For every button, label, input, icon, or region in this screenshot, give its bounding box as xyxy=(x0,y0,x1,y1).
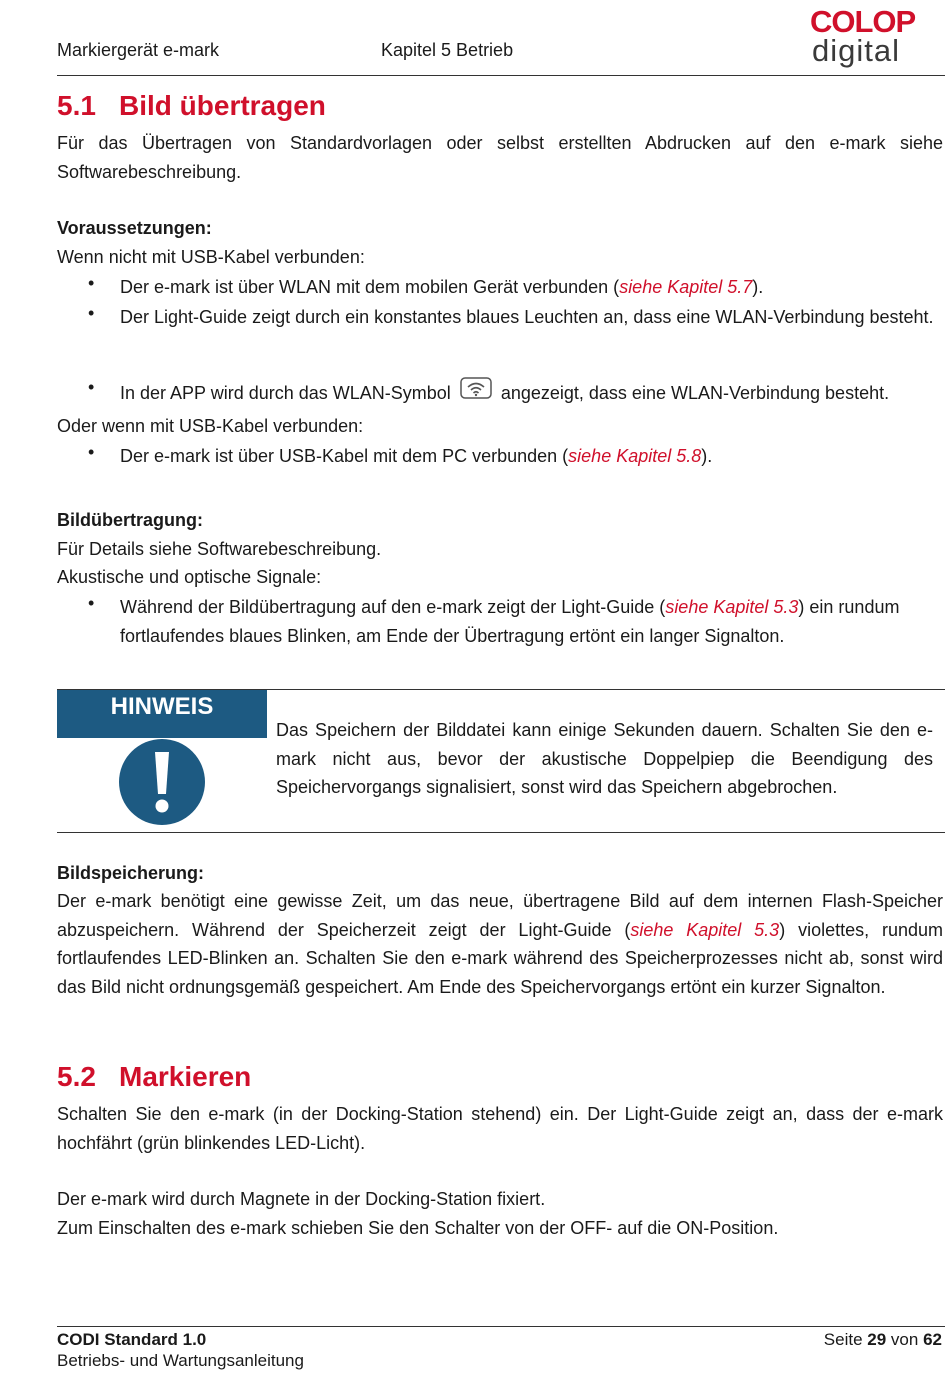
current-page: 29 xyxy=(867,1330,887,1349)
bullet-text: Der e-mark ist über USB-Kabel mit dem PC verbunden ( xyxy=(120,446,569,466)
section-number: 5.1 xyxy=(57,90,96,121)
footer-divider xyxy=(57,1326,945,1327)
save-text: ) violettes, rundum fortlaufendes LED-Blinken an. Schalten Sie den e-mark während des Speicherprozesses nicht ab, sonst wird das Bild nicht ordnungsgemäß gespeichert. Am Ende des Speichervorgangs ertönt ein kurzer Signalton. xyxy=(57,919,943,997)
bullet-text: Während der Bildübertragung auf den e-mark zeigt der Light-Guide ( xyxy=(120,597,666,617)
bullet-transfer-signal xyxy=(120,593,943,650)
digital-logo: digital xyxy=(812,33,900,68)
page-number xyxy=(824,1330,942,1350)
total-pages: 62 xyxy=(923,1330,942,1349)
bullet-wlan-connected xyxy=(120,273,943,302)
prereq-heading: Voraussetzungen: xyxy=(57,218,212,238)
bullet-dot: • xyxy=(88,593,95,613)
bullet-dot: • xyxy=(88,273,95,293)
wifi-icon xyxy=(460,377,492,410)
bullet-dot: • xyxy=(88,377,95,397)
bullet-text: ) ein rundum fortlaufendes blaues Blinken, am Ende der Übertragung ertönt ein langer Signalton. xyxy=(120,597,900,646)
transfer-heading: Bildübertragung: xyxy=(57,510,203,530)
save-paragraph xyxy=(57,887,943,1001)
chapter-link-5-7[interactable]: siehe Kapitel 5.7 xyxy=(619,277,753,297)
markieren-paragraph-1: Schalten Sie den e-mark (in der Docking-Station stehend) ein. Der Light-Guide zeigt an, dass der e-mark hochfährt (grün blinkendes LED-Licht). xyxy=(57,1104,943,1153)
save-text: Der e-mark benötigt eine gewisse Zeit, um das neue, übertragene Bild auf dem internen Flash-Speicher abzuspeichern. Während der Speicherzeit zeigt der Light-Guide ( xyxy=(57,891,943,940)
section-number: 5.2 xyxy=(57,1061,96,1092)
note-text: Das Speichern der Bilddatei kann einige Sekunden dauern. Schalten Sie den e-mark nicht aus, bevor der akustische Doppelpiep die Beendigung des Speichervorgangs signalisiert, sonst wird das Speichern abgebrochen. xyxy=(276,720,933,798)
signals-label: Akustische und optische Signale: xyxy=(57,567,322,587)
bullet-text: ). xyxy=(752,277,764,297)
prereq-usb: Oder wenn mit USB-Kabel verbunden: xyxy=(57,416,364,436)
chapter-link-5-3[interactable]: siehe Kapitel 5.3 xyxy=(630,919,780,940)
colop-logo: COLOP xyxy=(810,4,916,39)
section-heading-5-2 xyxy=(57,1061,251,1093)
footer-doc-title: CODI Standard 1.0 xyxy=(57,1330,207,1349)
chapter-link-5-3[interactable]: siehe Kapitel 5.3 xyxy=(665,597,799,617)
header-divider xyxy=(57,75,945,76)
bullet-text: angezeigt, dass eine WLAN-Verbindung besteht. xyxy=(500,383,890,403)
section-title: Bild übertragen xyxy=(119,90,326,121)
bullet-dot: • xyxy=(88,442,95,462)
section-heading-5-1 xyxy=(57,90,326,122)
bullet-text: ). xyxy=(701,446,713,466)
markieren-switch-line: Zum Einschalten des e-mark schieben Sie den Schalter von der OFF- auf die ON-Position. xyxy=(57,1218,779,1238)
prereq-wlan: Wenn nicht mit USB-Kabel verbunden: xyxy=(57,247,365,267)
note-label: HINWEIS xyxy=(110,693,214,720)
markieren-magnet-line: Der e-mark wird durch Magnete in der Docking-Station fixiert. xyxy=(57,1189,546,1209)
bullet-usb-connected xyxy=(120,442,943,471)
transfer-details: Für Details siehe Softwarebeschreibung. xyxy=(57,539,382,559)
section-title: Markieren xyxy=(119,1061,252,1092)
exclamation-icon xyxy=(118,738,206,831)
bullet-dot: • xyxy=(88,303,95,323)
footer-subtitle: Betriebs- und Wartungsanleitung xyxy=(57,1351,304,1370)
page-label: Seite xyxy=(823,1330,863,1349)
page-of: von xyxy=(890,1330,919,1349)
bullet-text: In der APP wird durch das WLAN-Symbol xyxy=(120,383,451,403)
intro-paragraph: Für das Übertragen von Standardvorlagen oder selbst erstellten Abdrucken auf den e-mark siehe Softwarebeschreibung. xyxy=(57,133,943,182)
chapter-link-5-8[interactable]: siehe Kapitel 5.8 xyxy=(568,446,702,466)
bullet-light-guide: Der Light-Guide zeigt durch ein konstantes blaues Leuchten an, dass eine WLAN-Verbindung besteht. xyxy=(120,307,934,327)
header-chapter: Kapitel 5 Betrieb xyxy=(381,40,514,60)
bullet-text: Der e-mark ist über WLAN mit dem mobilen Gerät verbunden ( xyxy=(120,277,620,297)
bullet-app-wlan xyxy=(120,377,943,410)
save-heading: Bildspeicherung: xyxy=(57,863,205,883)
header-title: Markiergerät e-mark xyxy=(57,40,220,60)
note-bottom-rule xyxy=(57,832,945,833)
